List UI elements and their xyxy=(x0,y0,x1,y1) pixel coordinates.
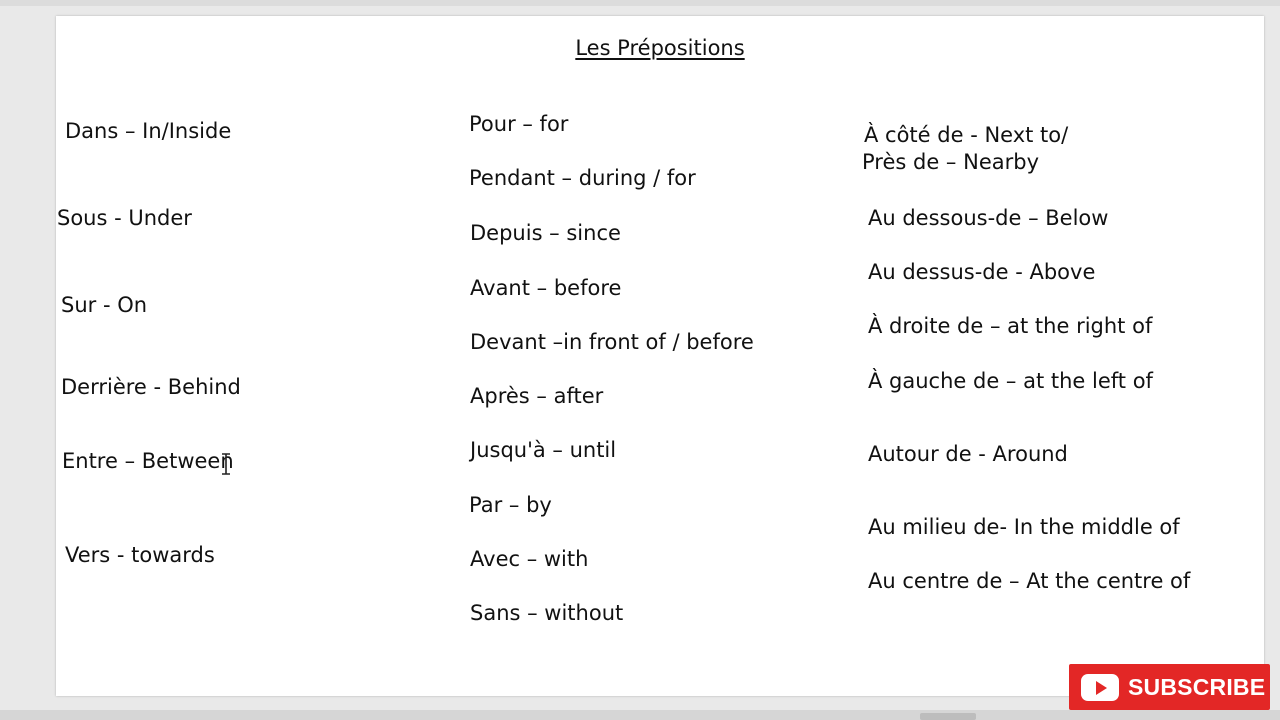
preposition-entry: Au centre de – At the centre of xyxy=(868,569,1191,593)
text-cursor-icon xyxy=(220,452,232,476)
preposition-entry: Devant –in front of / before xyxy=(470,330,754,354)
preposition-entry: Depuis – since xyxy=(470,221,621,245)
play-button-icon xyxy=(1081,674,1119,701)
subscribe-label: SUBSCRIBE xyxy=(1128,673,1266,700)
preposition-entry: À gauche de – at the left of xyxy=(868,369,1153,393)
page-title: Les Prépositions xyxy=(575,36,745,60)
preposition-entry: Sur - On xyxy=(61,293,148,317)
preposition-entry: Avant – before xyxy=(470,276,622,300)
preposition-entry: Après – after xyxy=(470,384,604,408)
preposition-entry: Dans – In/Inside xyxy=(65,119,232,143)
horizontal-scrollbar[interactable] xyxy=(0,710,1280,720)
preposition-entry: Sous - Under xyxy=(57,206,192,230)
preposition-entry: À droite de – at the right of xyxy=(868,314,1153,338)
preposition-entry: Avec – with xyxy=(470,547,589,571)
scrollbar-thumb[interactable] xyxy=(920,713,976,720)
preposition-entry: Vers - towards xyxy=(65,543,215,567)
preposition-entry: Pendant – during / for xyxy=(469,166,696,190)
preposition-entry: Sans – without xyxy=(470,601,624,625)
subscribe-button[interactable] xyxy=(1069,664,1270,710)
preposition-entry: Autour de - Around xyxy=(868,442,1068,466)
preposition-entry: Au milieu de- In the middle of xyxy=(868,515,1180,539)
preposition-entry: Au dessus-de - Above xyxy=(868,260,1096,284)
preposition-entry: Jusqu'à – until xyxy=(470,438,617,462)
preposition-entry: Près de – Nearby xyxy=(862,150,1039,174)
preposition-entry: Entre – Between xyxy=(62,449,234,473)
document-page xyxy=(56,16,1264,696)
preposition-entry: Derrière - Behind xyxy=(61,375,241,399)
top-strip xyxy=(0,0,1280,6)
preposition-entry: À côté de - Next to/ xyxy=(864,123,1069,147)
preposition-entry: Pour – for xyxy=(469,112,569,136)
preposition-entry: Par – by xyxy=(469,493,552,517)
preposition-entry: Au dessous-de – Below xyxy=(868,206,1109,230)
